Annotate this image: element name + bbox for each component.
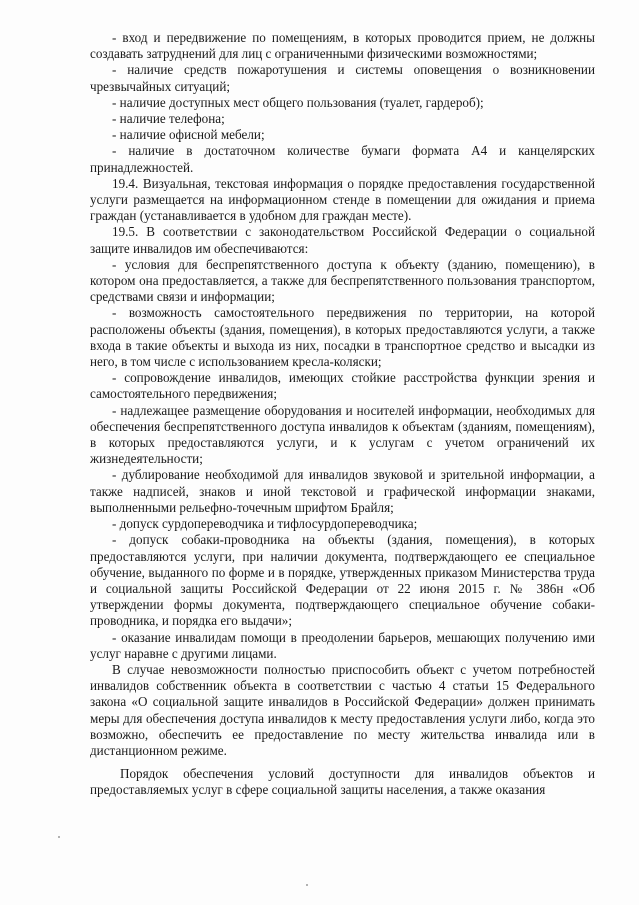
paragraph-19-5: 19.5. В соответствии с законодательством Российской Федерации о социальной защите инвалидов им обеспечиваются:	[90, 224, 595, 256]
paragraph-fire-safety: - наличие средств пожаротушения и системы оповещения о возникновении чрезвычайных ситуаций;	[90, 62, 595, 94]
paragraph-telephone: - наличие телефона;	[112, 111, 225, 127]
paragraph-braille: - дублирование необходимой для инвалидов звуковой и зрительной информации, а также надписей, знаков и иной текстовой и графической информации знаками, выполненными рельефно-точечным шрифтом Брайля;	[90, 467, 595, 515]
paragraph-independent-movement: - возможность самостоятельного передвижения по территории, на которой расположены объекты (здания, помещения), в которых предоставляются услуги, а также входа в такие объекты и выхода из них, посадки в транспортное средство и высадки из него, в том числе с использованием кресла-коляски;	[90, 305, 595, 370]
document-body	[90, 30, 595, 799]
paragraph-escort: - сопровождение инвалидов, имеющих стойкие расстройства функции зрения и самостоятельного передвижения;	[90, 370, 595, 402]
scan-speck	[306, 884, 308, 886]
paragraph-stationery: - наличие в достаточном количестве бумаги формата А4 и канцелярских принадлежностей.	[90, 143, 595, 175]
paragraph-19-4: 19.4. Визуальная, текстовая информация о порядке предоставления государственной услуги размещается на информационном стенде в помещении для ожидания и приема граждан (устанавливается в удобном для граждан месте).	[90, 175, 595, 224]
paragraph-entrance: - вход и передвижение по помещениям, в которых проводится прием, не должны создавать затруднений для лиц с ограниченными физическими возможностями;	[90, 30, 595, 62]
paragraph-procedure: Порядок обеспечения условий доступности для инвалидов объектов и предоставляемых услуг в сфере социальной защиты населения, а также оказания	[90, 766, 595, 798]
scan-speck	[58, 836, 60, 838]
paragraph-sign-interpreter: - допуск сурдопереводчика и тифлосурдопереводчика;	[112, 516, 418, 532]
paragraph-guide-dog: - допуск собаки-проводника на объекты (здания, помещения), в которых предоставляются услуги, при наличии документа, подтверждающего ее специальное обучение, выданного по форме и в порядке, утвержденных приказом Министерства труда и социальной защиты Российской Федерации от 22 июня 2015 г. № 386н «Об утверждении формы документа, подтверждающего специальное обучение собаки-проводника, и порядка его выдачи»;	[90, 532, 595, 629]
paragraph-equipment-placement: - надлежащее размещение оборудования и носителей информации, необходимых для обеспечения беспрепятственного доступа инвалидов к объектам (зданиям, помещениям), в которых предоставляются услуги, и к услугам с учетом ограничений их жизнедеятельности;	[90, 402, 595, 467]
paragraph-assistance: - оказание инвалидам помощи в преодолении барьеров, мешающих получению ими услуг наравне с другими лицами.	[90, 629, 595, 661]
paragraph-access-conditions: - условия для беспрепятственного доступа к объекту (зданию, помещению), в котором она предоставляется, а также для беспрепятственного пользования транспортом, средствами связи и информации;	[90, 256, 595, 305]
paragraph-impossibility: В случае невозможности полностью приспособить объект с учетом потребностей инвалидов собственник объекта в соответствии с частью 4 статьи 15 Федерального закона «О социальной защите инвалидов в Российской Федерации» должен принимать меры для обеспечения доступа инвалидов к месту предоставления услуги либо, когда это возможно, обеспечить ее предоставление по месту жительства инвалида или в дистанционном режиме.	[90, 661, 595, 758]
paragraph-furniture: - наличие офисной мебели;	[112, 127, 265, 143]
paragraph-public-places: - наличие доступных мест общего пользования (туалет, гардероб);	[112, 94, 484, 110]
